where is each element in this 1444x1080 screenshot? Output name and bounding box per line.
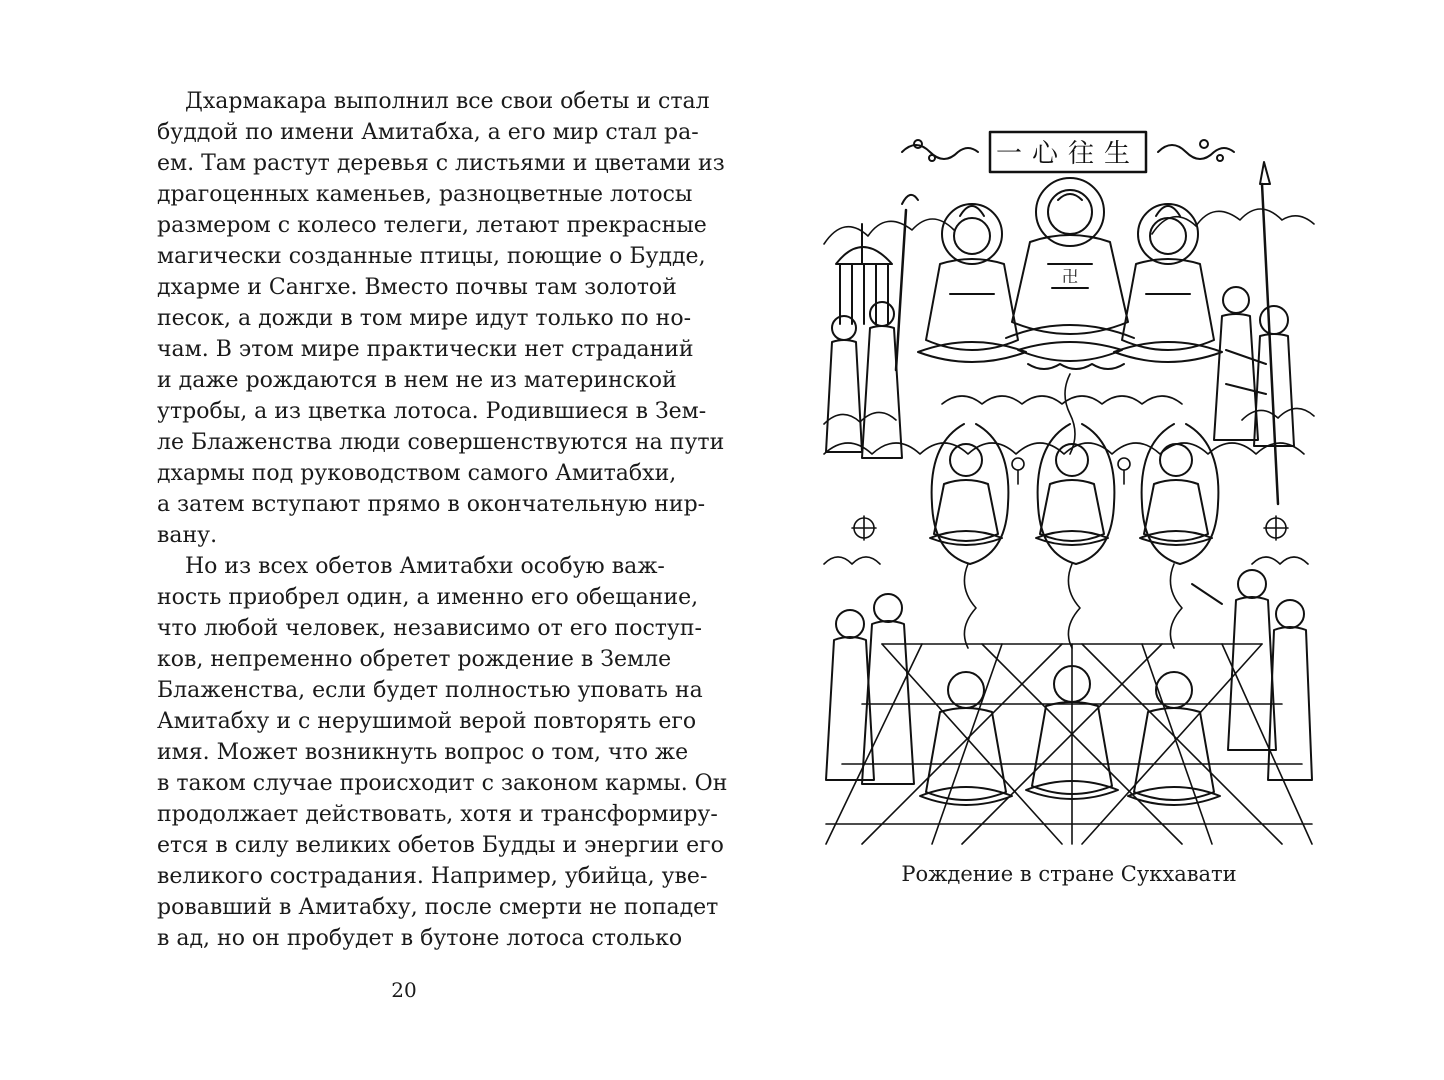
text-line: утробы, а из цветка лотоса. Родившиеся в Зем- [157, 399, 707, 424]
text-line: ется в силу великих обетов Будды и энергии его [157, 833, 724, 858]
left-bodhisattva [918, 204, 1026, 362]
text-line: дхарме и Сангхе. Вместо почвы там золотой [157, 275, 677, 300]
text-line: ков, непременно обретет рождение в Земле [157, 647, 672, 672]
small-buddha-right [1140, 424, 1218, 564]
text-line: буддой по имени Амитабха, а его мир стал ра- [157, 120, 699, 145]
text-line: в таком случае происходит с законом кармы. Он [157, 771, 728, 796]
text-line: что любой человек, независимо от его поступ- [157, 616, 702, 641]
right-guardians [1214, 287, 1294, 446]
paragraph-2 [157, 551, 728, 954]
text-line: вану. [157, 523, 218, 548]
title-characters: 一心往生 [995, 139, 1141, 169]
text-line: размером с колесо телеги, летают прекрасные [157, 213, 707, 238]
tiled-floor [826, 644, 1312, 844]
text-line: ровавший в Амитабху, после смерти не попадет [157, 895, 719, 920]
woodcut-illustration [822, 124, 1316, 848]
lotus-ornaments [852, 458, 1288, 540]
text-line: Но из всех обетов Амитабхи особую важ- [185, 554, 665, 579]
central-buddha [1006, 178, 1134, 369]
text-line: магически созданные птицы, поющие о Будде, [157, 244, 706, 269]
text-line: продолжает действовать, хотя и трансформиру- [157, 802, 718, 827]
text-line: великого сострадания. Например, убийца, уве- [157, 864, 708, 889]
text-line: песок, а дожди в том мире идут только по но- [157, 306, 692, 331]
text-line: Дхармакара выполнил все свои обеты и стал [185, 89, 710, 114]
text-line: дхармы под руководством самого Амитабхи, [157, 461, 677, 486]
text-line: ем. Там растут деревья с листьями и цветами из [157, 151, 725, 176]
text-line: ность приобрел один, а именно его обещание, [157, 585, 699, 610]
body-text [157, 86, 728, 954]
figure-caption: Рождение в стране Сукхавати [901, 862, 1237, 886]
standing-figures-right [1192, 570, 1312, 780]
title-plaque [902, 132, 1234, 172]
text-line: Блаженства, если будет полностью уповать на [157, 678, 703, 703]
right-bodhisattva [1114, 204, 1222, 362]
text-line: чам. В этом мире практически нет страданий [157, 337, 694, 362]
text-line: Амитабху и с нерушимой верой повторять его [157, 709, 697, 734]
text-line: ле Блаженства люди совершенствуются на пути [157, 430, 725, 455]
left-attendants [826, 302, 902, 458]
text-line: и даже рождаются в нем не из материнской [157, 368, 677, 393]
small-buddha-center [1036, 424, 1114, 564]
text-line: имя. Может возникнуть вопрос о том, что же [157, 740, 689, 765]
text-line: драгоценных каменьев, разноцветные лотосы [157, 182, 693, 207]
text-line: в ад, но он пробудет в бутоне лотоса столько [157, 926, 683, 951]
svg-text:卍: 卍 [1061, 267, 1079, 286]
page-number: 20 [391, 978, 417, 1002]
text-line: а затем вступают прямо в окончательную нир- [157, 492, 706, 517]
paragraph-1 [157, 86, 725, 551]
small-buddha-left [930, 424, 1008, 564]
parasol [836, 195, 918, 370]
